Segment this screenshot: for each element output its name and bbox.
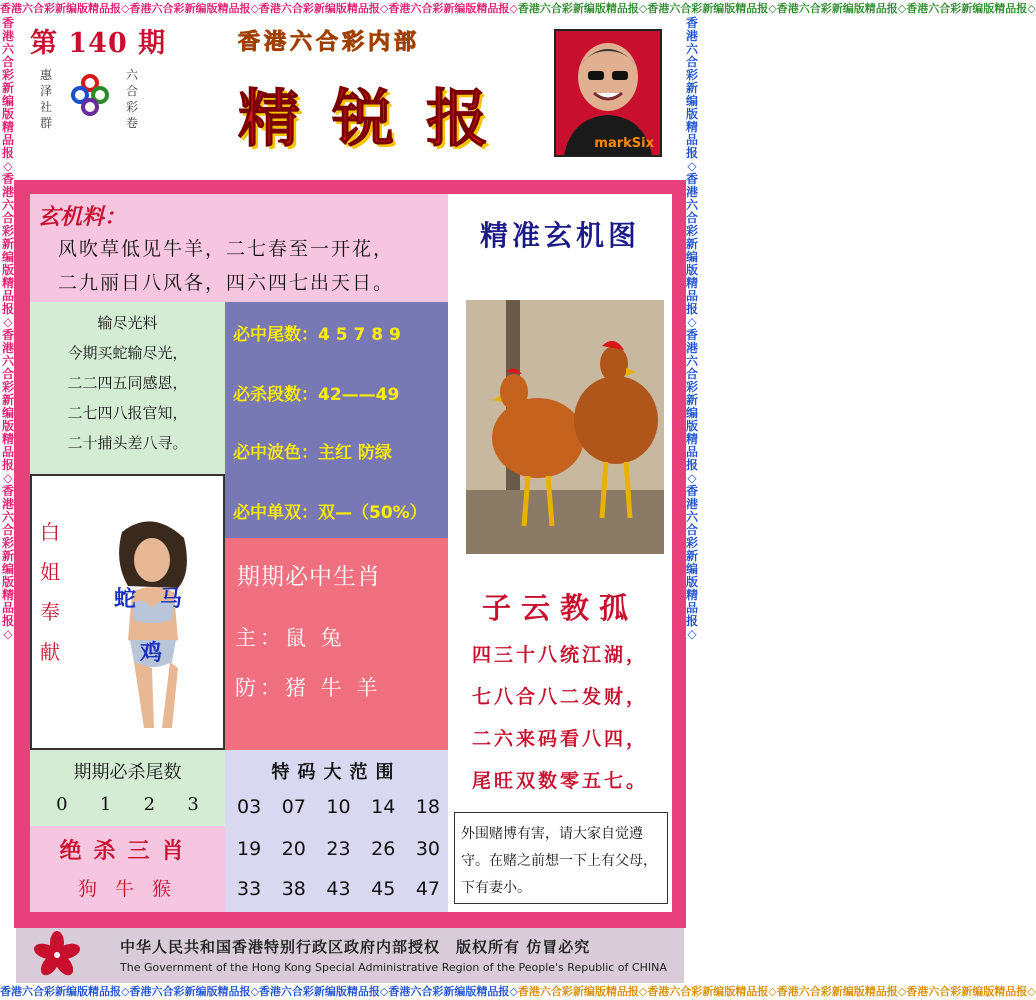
zodiac-horse: 马	[160, 586, 183, 612]
zodiac-snake: 蛇	[114, 586, 137, 612]
must-hit-odd-even: 必中单双：双—（50%）	[233, 503, 427, 523]
special-number: 10	[326, 796, 351, 818]
special-number: 07	[281, 796, 306, 818]
loss-verse-title: 输尽光料	[97, 314, 158, 332]
featured-photo-box	[30, 474, 225, 750]
verse-line: 七八合八二发财，	[471, 686, 648, 708]
verse-line: 尾旺双数零五七。	[471, 770, 648, 792]
kill-tail-digit: 1	[99, 794, 112, 815]
special-number: 19	[237, 838, 262, 860]
chickens-photo-icon	[466, 300, 664, 554]
footer-authorization-cn: 中华人民共和国香港特别行政区政府内部授权 版权所有 仿冒必究	[120, 938, 591, 956]
header	[16, 17, 684, 180]
verse-line: 二六来码看八四，	[471, 728, 648, 750]
verse-line: 四三十八统江湖，	[471, 644, 648, 666]
special-number: 18	[415, 796, 440, 818]
special-number: 47	[415, 878, 440, 900]
special-number-box	[225, 750, 448, 912]
kill-three-zodiacs-title: 绝杀三肖	[59, 838, 196, 864]
bottom-border-strip: 香港六合彩新编版精品报◇香港六合彩新编版精品报◇香港六合彩新编版精品报◇香港六合彩新编版精品报◇香港六合彩新编版精品报◇香港六合彩新编版精品报◇香港六合彩新编版精品报◇香港六合彩新编版精品报◇	[0, 985, 1036, 998]
newspaper-title: 精锐报	[238, 82, 521, 155]
special-number: 23	[326, 838, 351, 860]
loss-verse-line: 二七四八报官知，	[67, 404, 188, 422]
riddle-picture-title: 精准玄机图	[479, 219, 640, 252]
special-number-row	[237, 878, 440, 900]
special-number: 26	[371, 838, 396, 860]
riddle-label: 玄机料：	[38, 204, 127, 230]
must-hit-box	[225, 302, 448, 538]
kill-tail-digit: 0	[56, 794, 68, 815]
loss-verse-line: 二二四五同感恩，	[67, 374, 188, 392]
bauhinia-flower-icon	[30, 930, 84, 980]
special-number: 38	[281, 878, 306, 900]
footer	[16, 928, 684, 983]
kill-tail-title: 期期必杀尾数	[73, 762, 182, 783]
marksix-brand-text: markSix	[594, 136, 654, 151]
portrait-photo	[554, 29, 662, 157]
right-column	[448, 194, 672, 912]
kill-three-zodiacs-list: 狗 牛 猴	[77, 878, 178, 900]
zodiac-backup-pick: 防：猪 牛 羊	[235, 676, 382, 700]
riddle-line-2: 二九丽日八风各，四六四七出天日。	[58, 272, 395, 294]
left-border-strip: 香港六合彩新编版精品报◇香港六合彩新编版精品报◇香港六合彩新编版精品报◇香港六合彩新编版精品报◇	[1, 17, 15, 983]
special-number: 30	[415, 838, 440, 860]
must-kill-range: 必杀段数：42——49	[233, 385, 400, 405]
special-number: 33	[237, 878, 262, 900]
photo-caption: 白姐奉献	[40, 520, 60, 664]
zodiac-rooster: 鸡	[140, 640, 163, 666]
riddle-box	[30, 194, 448, 302]
zodiac-pick-title: 期期必中生肖	[237, 564, 381, 590]
verse-title: 子云教孤	[481, 591, 638, 625]
top-border-strip: 香港六合彩新编版精品报◇香港六合彩新编版精品报◇香港六合彩新编版精品报◇香港六合彩新编版精品报◇香港六合彩新编版精品报◇香港六合彩新编版精品报◇香港六合彩新编版精品报◇香港六合彩新编版精品报◇	[0, 2, 1036, 15]
special-number: 03	[237, 796, 262, 818]
special-number: 20	[281, 838, 306, 860]
kill-three-zodiacs-box	[30, 826, 225, 912]
issue-number: 第 140 期	[30, 28, 167, 59]
kill-tail-digit: 3	[187, 794, 199, 815]
special-number: 45	[371, 878, 396, 900]
special-number: 14	[371, 796, 396, 818]
must-hit-color: 必中波色：主红 防绿	[233, 443, 392, 463]
special-number: 43	[326, 878, 351, 900]
kill-tail-box	[30, 750, 225, 826]
kill-tail-digit: 2	[143, 794, 156, 815]
loss-verse-box	[30, 302, 225, 474]
loss-verse-line: 二十捕头差八寻。	[67, 434, 188, 452]
must-hit-tail-digits: 必中尾数：4 5 7 8 9	[233, 325, 401, 345]
right-border-strip: 香港六合彩新编版精品报◇香港六合彩新编版精品报◇香港六合彩新编版精品报◇香港六合彩新编版精品报◇	[685, 17, 699, 983]
special-number-row	[237, 838, 440, 860]
gambling-warning-notice: 外围赌博有害，请大家自觉遵守。在赌之前想一下上有父母，下有妻小。	[454, 812, 668, 904]
zodiac-main-pick: 主：鼠 兔	[235, 626, 346, 650]
riddle-line-1: 风吹草低见牛羊，二七春至一开花，	[58, 238, 395, 260]
model-photo-icon	[92, 512, 212, 732]
zodiac-pick-box	[225, 538, 448, 750]
footer-authorization-en: The Government of the Hong Kong Special Administrative Region of the People's Republic of CHINA	[120, 961, 667, 974]
special-number-row	[237, 796, 440, 818]
loss-verse-line: 今期买蛇输尽光，	[67, 344, 188, 362]
kill-tail-numbers	[30, 794, 225, 815]
content-area	[14, 180, 686, 928]
brand-caption-left: 惠泽社群	[40, 68, 53, 130]
special-number-title: 特码大范围	[271, 762, 402, 783]
marksix-logo-icon	[68, 73, 112, 117]
header-subtitle: 香港六合彩内部	[238, 29, 421, 55]
brand-caption-right: 六合彩卷	[126, 68, 139, 130]
